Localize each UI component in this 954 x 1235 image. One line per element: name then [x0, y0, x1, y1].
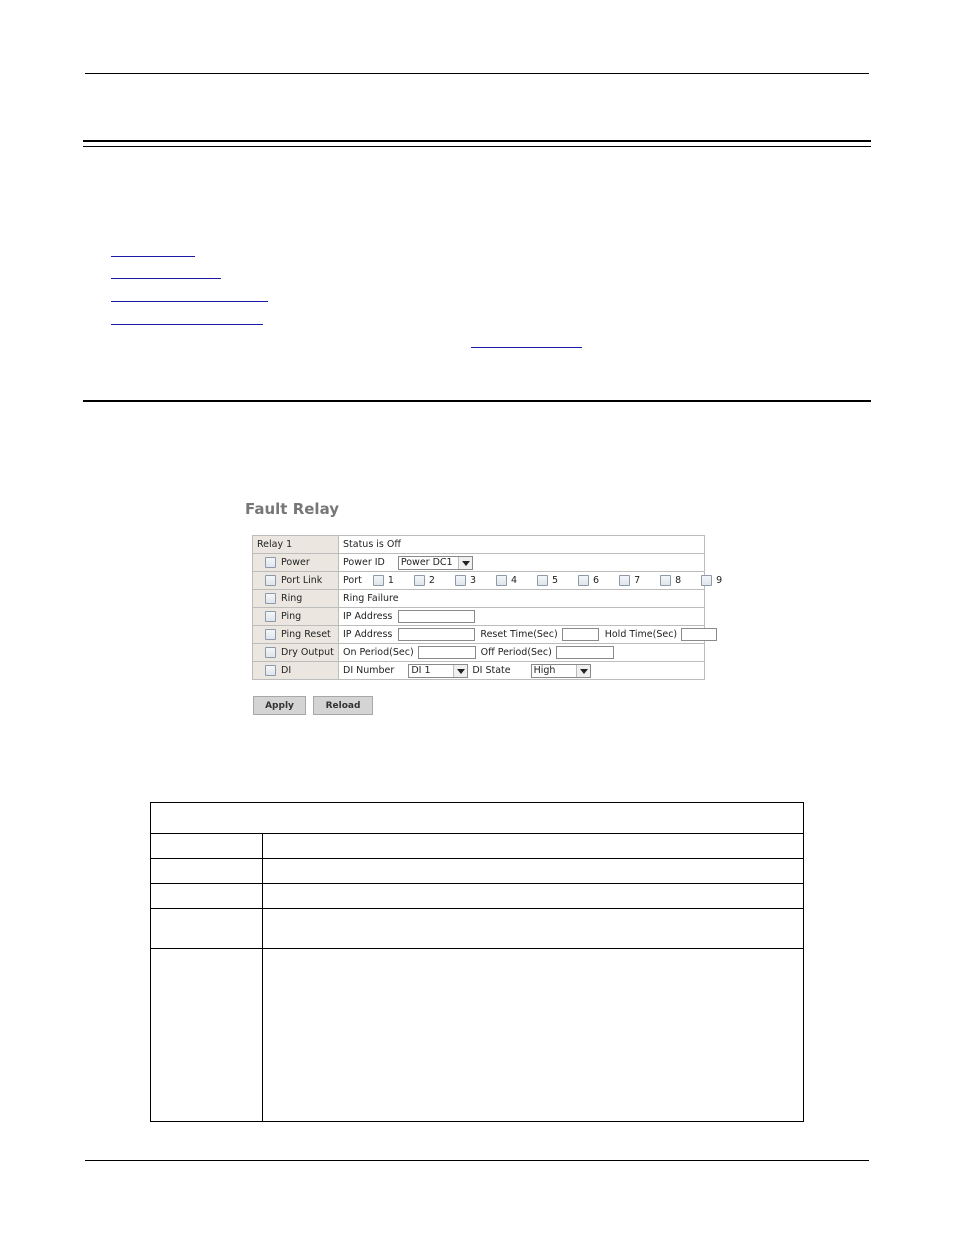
di-state-select[interactable] [531, 664, 591, 678]
toc-link-4[interactable] [111, 324, 263, 325]
section-rule-thick [83, 140, 871, 142]
dry-output-checkbox[interactable] [265, 647, 276, 658]
di-number-label: DI Number [343, 665, 395, 676]
port-value-cell [339, 572, 723, 590]
port-6-label: 6 [593, 575, 600, 586]
di-value-cell [339, 662, 705, 680]
dry-output-label: Dry Output [281, 647, 334, 658]
table-cell [263, 884, 804, 909]
fault-relay-table [252, 535, 723, 680]
hold-time-label: Hold Time(Sec) [604, 629, 678, 640]
subsection-rule [83, 400, 871, 402]
port-9-label: 9 [716, 575, 723, 586]
port-link-cell [253, 572, 339, 590]
ping-ip-input[interactable] [398, 610, 475, 623]
relay-status: Status is Off [339, 536, 705, 554]
toc-link-2[interactable] [111, 278, 221, 279]
table-header-cell [151, 803, 804, 834]
port-3-checkbox[interactable] [455, 575, 466, 586]
ping-cell [253, 608, 339, 626]
chevron-down-icon [453, 665, 467, 677]
ping-ip-label: IP Address [343, 611, 393, 622]
ring-cell [253, 590, 339, 608]
table-cell [151, 949, 263, 1122]
on-period-input[interactable] [418, 646, 476, 659]
table-cell [263, 949, 804, 1122]
relay-label: Relay 1 [253, 536, 339, 554]
toc-link-3[interactable] [111, 301, 268, 302]
di-number-value: DI 1 [411, 664, 431, 676]
port-7-checkbox[interactable] [619, 575, 630, 586]
port-5-checkbox[interactable] [537, 575, 548, 586]
off-period-label: Off Period(Sec) [480, 647, 552, 658]
port-2-label: 2 [428, 575, 435, 586]
table-row [151, 884, 804, 909]
port-1-label: 1 [387, 575, 394, 586]
table-row [151, 909, 804, 949]
ping-reset-ip-label: IP Address [343, 629, 393, 640]
ring-label: Ring [281, 593, 303, 604]
fault-relay-title: Fault Relay [245, 500, 340, 518]
table-row [253, 590, 705, 608]
section-rule-thin [83, 146, 871, 147]
apply-button[interactable]: Apply [253, 696, 306, 715]
table-cell [151, 884, 263, 909]
table-cell [151, 834, 263, 859]
ping-value-cell [339, 608, 705, 626]
off-period-input[interactable] [556, 646, 614, 659]
power-id-value: Power DC1 [400, 556, 453, 568]
inline-link[interactable] [471, 347, 582, 348]
ping-label: Ping [281, 611, 302, 622]
chevron-down-icon [458, 557, 472, 569]
dry-output-cell [253, 644, 339, 662]
ping-reset-cell [253, 626, 339, 644]
port-8-checkbox[interactable] [660, 575, 671, 586]
reset-time-input[interactable] [562, 628, 599, 641]
table-row [151, 949, 804, 1122]
port-7-label: 7 [634, 575, 641, 586]
table-row [253, 536, 705, 554]
ping-reset-ip-input[interactable] [398, 628, 475, 641]
footer-rule [85, 1160, 869, 1161]
reset-time-label: Reset Time(Sec) [480, 629, 558, 640]
power-cell [253, 554, 339, 572]
power-id-label: Power ID [343, 557, 385, 568]
table-row [151, 859, 804, 884]
table-cell [151, 859, 263, 884]
ping-checkbox[interactable] [265, 611, 276, 622]
power-value-cell [339, 554, 705, 572]
table-row [253, 662, 705, 680]
port-9-checkbox[interactable] [701, 575, 712, 586]
port-4-checkbox[interactable] [496, 575, 507, 586]
power-label: Power [281, 557, 310, 568]
table-row [151, 803, 804, 834]
table-row [253, 644, 705, 662]
power-id-select[interactable] [398, 556, 473, 570]
di-cell [253, 662, 339, 680]
table-row [253, 554, 705, 572]
hold-time-input[interactable] [681, 628, 717, 641]
reload-button[interactable]: Reload [313, 696, 373, 715]
port-link-checkbox[interactable] [265, 575, 276, 586]
port-4-label: 4 [510, 575, 518, 586]
ring-checkbox[interactable] [265, 593, 276, 604]
port-3-label: 3 [469, 575, 476, 586]
description-table [150, 802, 804, 1122]
port-2-checkbox[interactable] [414, 575, 425, 586]
table-cell [151, 909, 263, 949]
on-period-label: On Period(Sec) [343, 647, 414, 658]
toc-link-1[interactable] [111, 256, 195, 257]
table-cell [263, 859, 804, 884]
dry-output-value-cell [339, 644, 705, 662]
di-state-value: High [533, 664, 556, 676]
table-row [253, 626, 705, 644]
di-number-select[interactable] [408, 664, 468, 678]
di-label: DI [281, 665, 292, 676]
chevron-down-icon [576, 665, 590, 677]
ring-value: Ring Failure [339, 590, 705, 608]
port-1-checkbox[interactable] [373, 575, 384, 586]
di-checkbox[interactable] [265, 665, 276, 676]
power-checkbox[interactable] [265, 557, 276, 568]
table-cell [263, 909, 804, 949]
port-label: Port [343, 575, 362, 586]
table-row [151, 834, 804, 859]
di-state-label: DI State [472, 665, 511, 676]
port-8-label: 8 [675, 575, 682, 586]
ping-reset-value-cell [339, 626, 705, 644]
port-6-checkbox[interactable] [578, 575, 589, 586]
ping-reset-label: Ping Reset [281, 629, 331, 640]
table-cell [263, 834, 804, 859]
ping-reset-checkbox[interactable] [265, 629, 276, 640]
port-link-label: Port Link [281, 575, 323, 586]
table-row [253, 572, 705, 590]
table-row [253, 608, 705, 626]
header-rule [85, 73, 869, 74]
port-5-label: 5 [552, 575, 559, 586]
